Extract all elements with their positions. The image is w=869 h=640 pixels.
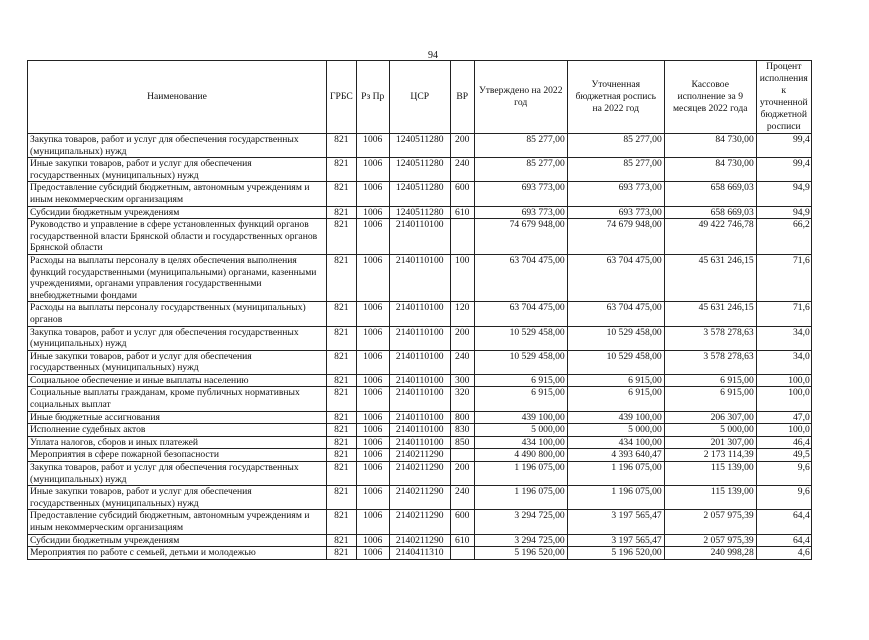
cell-refined: 6 915,00: [567, 374, 664, 387]
page-number: 94: [428, 50, 438, 61]
cell-name: Предоставление субсидий бюджетным, автономным учреждениям и иным некоммерческим организациям: [28, 510, 327, 534]
cell-refined: 4 393 640,47: [567, 449, 664, 462]
cell-cash: 3 578 278,63: [664, 326, 756, 350]
cell-rzpr: 1006: [356, 510, 389, 534]
cell-grbs: 821: [327, 374, 357, 387]
cell-approved: 3 294 725,00: [474, 510, 567, 534]
cell-rzpr: 1006: [356, 158, 389, 182]
cell-name: Закупка товаров, работ и услуг для обеспечения государственных (муниципальных) нужд: [28, 462, 327, 486]
cell-csr: 2140411310: [389, 547, 450, 560]
cell-cash: 84 730,00: [664, 158, 756, 182]
cell-cash: 2 057 975,39: [664, 510, 756, 534]
table-row: [28, 510, 812, 534]
cell-percent: 64,4: [756, 510, 811, 534]
cell-refined: 1 196 075,00: [567, 486, 664, 510]
cell-cash: 115 139,00: [664, 486, 756, 510]
cell-name: Расходы на выплаты персоналу государственных (муниципальных) органов: [28, 302, 327, 326]
cell-rzpr: 1006: [356, 374, 389, 387]
cell-percent: 100,0: [756, 374, 811, 387]
cell-rzpr: 1006: [356, 302, 389, 326]
cell-rzpr: 1006: [356, 326, 389, 350]
cell-rzpr: 1006: [356, 182, 389, 206]
cell-grbs: 821: [327, 158, 357, 182]
cell-approved: 439 100,00: [474, 411, 567, 424]
cell-csr: 1240511280: [389, 206, 450, 219]
cell-name: Иные бюджетные ассигнования: [28, 411, 327, 424]
cell-approved: 6 915,00: [474, 387, 567, 411]
cell-rzpr: 1006: [356, 534, 389, 547]
cell-approved: 693 773,00: [474, 206, 567, 219]
cell-grbs: 821: [327, 449, 357, 462]
cell-rzpr: 1006: [356, 424, 389, 437]
header-row: [28, 61, 812, 134]
cell-approved: 63 704 475,00: [474, 254, 567, 301]
cell-vr: 600: [450, 182, 474, 206]
cell-name: Социальное обеспечение и иные выплаты населению: [28, 374, 327, 387]
cell-name: Расходы на выплаты персоналу в целях обеспечения выполнения функций государственными (муниципальными) органами, казенными учреждениями, органами управления государственными внебюджетными фондами: [28, 254, 327, 301]
cell-refined: 63 704 475,00: [567, 302, 664, 326]
cell-vr: 120: [450, 302, 474, 326]
table-row: [28, 134, 812, 158]
cell-approved: 10 529 458,00: [474, 350, 567, 374]
cell-approved: 5 196 520,00: [474, 547, 567, 560]
cell-vr: 850: [450, 436, 474, 449]
cell-refined: 63 704 475,00: [567, 254, 664, 301]
cell-refined: 85 277,00: [567, 158, 664, 182]
cell-csr: 2140110100: [389, 424, 450, 437]
cell-csr: 2140110100: [389, 350, 450, 374]
cell-percent: 100,0: [756, 424, 811, 437]
cell-percent: 71,6: [756, 302, 811, 326]
cell-cash: 6 915,00: [664, 374, 756, 387]
cell-rzpr: 1006: [356, 462, 389, 486]
cell-rzpr: 1006: [356, 486, 389, 510]
cell-vr: [450, 547, 474, 560]
cell-approved: 85 277,00: [474, 158, 567, 182]
cell-percent: 94,9: [756, 206, 811, 219]
table-row: [28, 462, 812, 486]
table-row: [28, 350, 812, 374]
cell-percent: 100,0: [756, 387, 811, 411]
cell-refined: 434 100,00: [567, 436, 664, 449]
cell-approved: 1 196 075,00: [474, 462, 567, 486]
cell-approved: 74 679 948,00: [474, 219, 567, 255]
cell-cash: 49 422 746,78: [664, 219, 756, 255]
cell-approved: 63 704 475,00: [474, 302, 567, 326]
cell-csr: 2140211290: [389, 534, 450, 547]
cell-approved: 1 196 075,00: [474, 486, 567, 510]
header-grbs: ГРБС: [327, 61, 357, 134]
cell-grbs: 821: [327, 326, 357, 350]
cell-percent: 49,5: [756, 449, 811, 462]
cell-vr: 600: [450, 510, 474, 534]
cell-grbs: 821: [327, 462, 357, 486]
cell-percent: 34,0: [756, 350, 811, 374]
table-row: [28, 302, 812, 326]
cell-cash: 2 057 975,39: [664, 534, 756, 547]
cell-csr: 1240511280: [389, 134, 450, 158]
cell-csr: 1240511280: [389, 158, 450, 182]
cell-vr: 300: [450, 374, 474, 387]
header-approved: Утверждено на 2022 год: [474, 61, 567, 134]
cell-csr: 2140110100: [389, 411, 450, 424]
table-row: [28, 411, 812, 424]
header-percent: Процент исполнения к уточненной бюджетной росписи: [756, 61, 811, 134]
table-row: [28, 206, 812, 219]
cell-cash: 45 631 246,15: [664, 254, 756, 301]
table-row: [28, 424, 812, 437]
table-row: [28, 449, 812, 462]
cell-approved: 85 277,00: [474, 134, 567, 158]
cell-percent: 99,4: [756, 158, 811, 182]
cell-vr: 830: [450, 424, 474, 437]
cell-csr: 2140110100: [389, 219, 450, 255]
cell-vr: 610: [450, 534, 474, 547]
cell-refined: 10 529 458,00: [567, 350, 664, 374]
cell-vr: 800: [450, 411, 474, 424]
cell-approved: 693 773,00: [474, 182, 567, 206]
cell-refined: 85 277,00: [567, 134, 664, 158]
cell-grbs: 821: [327, 436, 357, 449]
cell-rzpr: 1006: [356, 411, 389, 424]
table-row: [28, 158, 812, 182]
header-name: Наименование: [28, 61, 327, 134]
cell-refined: 5 000,00: [567, 424, 664, 437]
cell-csr: 2140110100: [389, 326, 450, 350]
cell-percent: 4,6: [756, 547, 811, 560]
cell-name: Иные закупки товаров, работ и услуг для обеспечения государственных (муниципальных) нужд: [28, 158, 327, 182]
cell-name: Руководство и управление в сфере установленных функций органов государственной власти Брянской области и государственных органов Брянской области: [28, 219, 327, 255]
table-row: [28, 374, 812, 387]
cell-grbs: 821: [327, 510, 357, 534]
cell-percent: 9,6: [756, 486, 811, 510]
cell-approved: 3 294 725,00: [474, 534, 567, 547]
cell-grbs: 821: [327, 182, 357, 206]
cell-name: Субсидии бюджетным учреждениям: [28, 534, 327, 547]
cell-grbs: 821: [327, 219, 357, 255]
cell-grbs: 821: [327, 547, 357, 560]
cell-refined: 1 196 075,00: [567, 462, 664, 486]
cell-percent: 64,4: [756, 534, 811, 547]
cell-approved: 6 915,00: [474, 374, 567, 387]
cell-vr: 240: [450, 350, 474, 374]
cell-name: Мероприятия по работе с семьей, детьми и молодежью: [28, 547, 327, 560]
cell-cash: 84 730,00: [664, 134, 756, 158]
table-row: [28, 219, 812, 255]
cell-refined: 439 100,00: [567, 411, 664, 424]
cell-refined: 10 529 458,00: [567, 326, 664, 350]
cell-percent: 9,6: [756, 462, 811, 486]
table-row: [28, 326, 812, 350]
cell-refined: 693 773,00: [567, 206, 664, 219]
cell-csr: 2140110100: [389, 387, 450, 411]
cell-vr: 200: [450, 462, 474, 486]
cell-csr: 2140110100: [389, 436, 450, 449]
cell-csr: 1240511280: [389, 182, 450, 206]
cell-grbs: 821: [327, 134, 357, 158]
cell-name: Исполнение судебных актов: [28, 424, 327, 437]
cell-name: Иные закупки товаров, работ и услуг для обеспечения государственных (муниципальных) нужд: [28, 350, 327, 374]
cell-refined: 6 915,00: [567, 387, 664, 411]
cell-percent: 66,2: [756, 219, 811, 255]
cell-grbs: 821: [327, 424, 357, 437]
cell-percent: 46,4: [756, 436, 811, 449]
cell-csr: 2140211290: [389, 462, 450, 486]
cell-grbs: 821: [327, 302, 357, 326]
cell-cash: 658 669,03: [664, 206, 756, 219]
cell-cash: 5 000,00: [664, 424, 756, 437]
cell-refined: 3 197 565,47: [567, 510, 664, 534]
header-rzpr: Рз Пр: [356, 61, 389, 134]
cell-vr: 320: [450, 387, 474, 411]
cell-name: Мероприятия в сфере пожарной безопасности: [28, 449, 327, 462]
cell-csr: 2140110100: [389, 374, 450, 387]
header-cash: Кассовое исполнение за 9 месяцев 2022 года: [664, 61, 756, 134]
table-row: [28, 534, 812, 547]
cell-cash: 201 307,00: [664, 436, 756, 449]
cell-vr: 240: [450, 158, 474, 182]
cell-rzpr: 1006: [356, 350, 389, 374]
cell-csr: 2140211290: [389, 510, 450, 534]
cell-grbs: 821: [327, 254, 357, 301]
cell-refined: 74 679 948,00: [567, 219, 664, 255]
cell-vr: [450, 449, 474, 462]
table-row: [28, 486, 812, 510]
cell-cash: 115 139,00: [664, 462, 756, 486]
cell-grbs: 821: [327, 387, 357, 411]
cell-rzpr: 1006: [356, 219, 389, 255]
cell-name: Субсидии бюджетным учреждениям: [28, 206, 327, 219]
cell-vr: 200: [450, 134, 474, 158]
cell-name: Уплата налогов, сборов и иных платежей: [28, 436, 327, 449]
cell-percent: 47,0: [756, 411, 811, 424]
cell-rzpr: 1006: [356, 134, 389, 158]
budget-table: [27, 60, 812, 560]
cell-rzpr: 1006: [356, 449, 389, 462]
cell-name: Иные закупки товаров, работ и услуг для обеспечения государственных (муниципальных) нужд: [28, 486, 327, 510]
cell-cash: 2 173 114,39: [664, 449, 756, 462]
table-row: [28, 547, 812, 560]
cell-csr: 2140110100: [389, 254, 450, 301]
cell-cash: 6 915,00: [664, 387, 756, 411]
cell-vr: 100: [450, 254, 474, 301]
cell-approved: 4 490 800,00: [474, 449, 567, 462]
table-row: [28, 387, 812, 411]
cell-rzpr: 1006: [356, 206, 389, 219]
cell-cash: 206 307,00: [664, 411, 756, 424]
cell-refined: 5 196 520,00: [567, 547, 664, 560]
cell-cash: 45 631 246,15: [664, 302, 756, 326]
cell-percent: 94,9: [756, 182, 811, 206]
cell-name: Закупка товаров, работ и услуг для обеспечения государственных (муниципальных) нужд: [28, 134, 327, 158]
cell-cash: 3 578 278,63: [664, 350, 756, 374]
cell-grbs: 821: [327, 411, 357, 424]
cell-approved: 5 000,00: [474, 424, 567, 437]
cell-vr: 240: [450, 486, 474, 510]
table-row: [28, 182, 812, 206]
cell-rzpr: 1006: [356, 254, 389, 301]
cell-name: Закупка товаров, работ и услуг для обеспечения государственных (муниципальных) нужд: [28, 326, 327, 350]
cell-percent: 71,6: [756, 254, 811, 301]
cell-vr: [450, 219, 474, 255]
cell-csr: 2140211290: [389, 486, 450, 510]
cell-refined: 693 773,00: [567, 182, 664, 206]
cell-cash: 240 998,28: [664, 547, 756, 560]
cell-vr: 200: [450, 326, 474, 350]
header-refined: Уточненная бюджетная роспись на 2022 год: [567, 61, 664, 134]
cell-grbs: 821: [327, 350, 357, 374]
cell-refined: 3 197 565,47: [567, 534, 664, 547]
cell-rzpr: 1006: [356, 387, 389, 411]
cell-vr: 610: [450, 206, 474, 219]
table-row: [28, 254, 812, 301]
cell-name: Социальные выплаты гражданам, кроме публичных нормативных социальных выплат: [28, 387, 327, 411]
cell-csr: 2140110100: [389, 302, 450, 326]
cell-approved: 434 100,00: [474, 436, 567, 449]
header-vr: ВР: [450, 61, 474, 134]
cell-percent: 99,4: [756, 134, 811, 158]
table-body: [28, 134, 812, 560]
table-row: [28, 436, 812, 449]
cell-grbs: 821: [327, 534, 357, 547]
cell-name: Предоставление субсидий бюджетным, автономным учреждениям и иным некоммерческим организациям: [28, 182, 327, 206]
cell-cash: 658 669,03: [664, 182, 756, 206]
cell-grbs: 821: [327, 206, 357, 219]
cell-approved: 10 529 458,00: [474, 326, 567, 350]
cell-csr: 2140211290: [389, 449, 450, 462]
cell-rzpr: 1006: [356, 436, 389, 449]
cell-percent: 34,0: [756, 326, 811, 350]
cell-grbs: 821: [327, 486, 357, 510]
header-csr: ЦСР: [389, 61, 450, 134]
cell-rzpr: 1006: [356, 547, 389, 560]
